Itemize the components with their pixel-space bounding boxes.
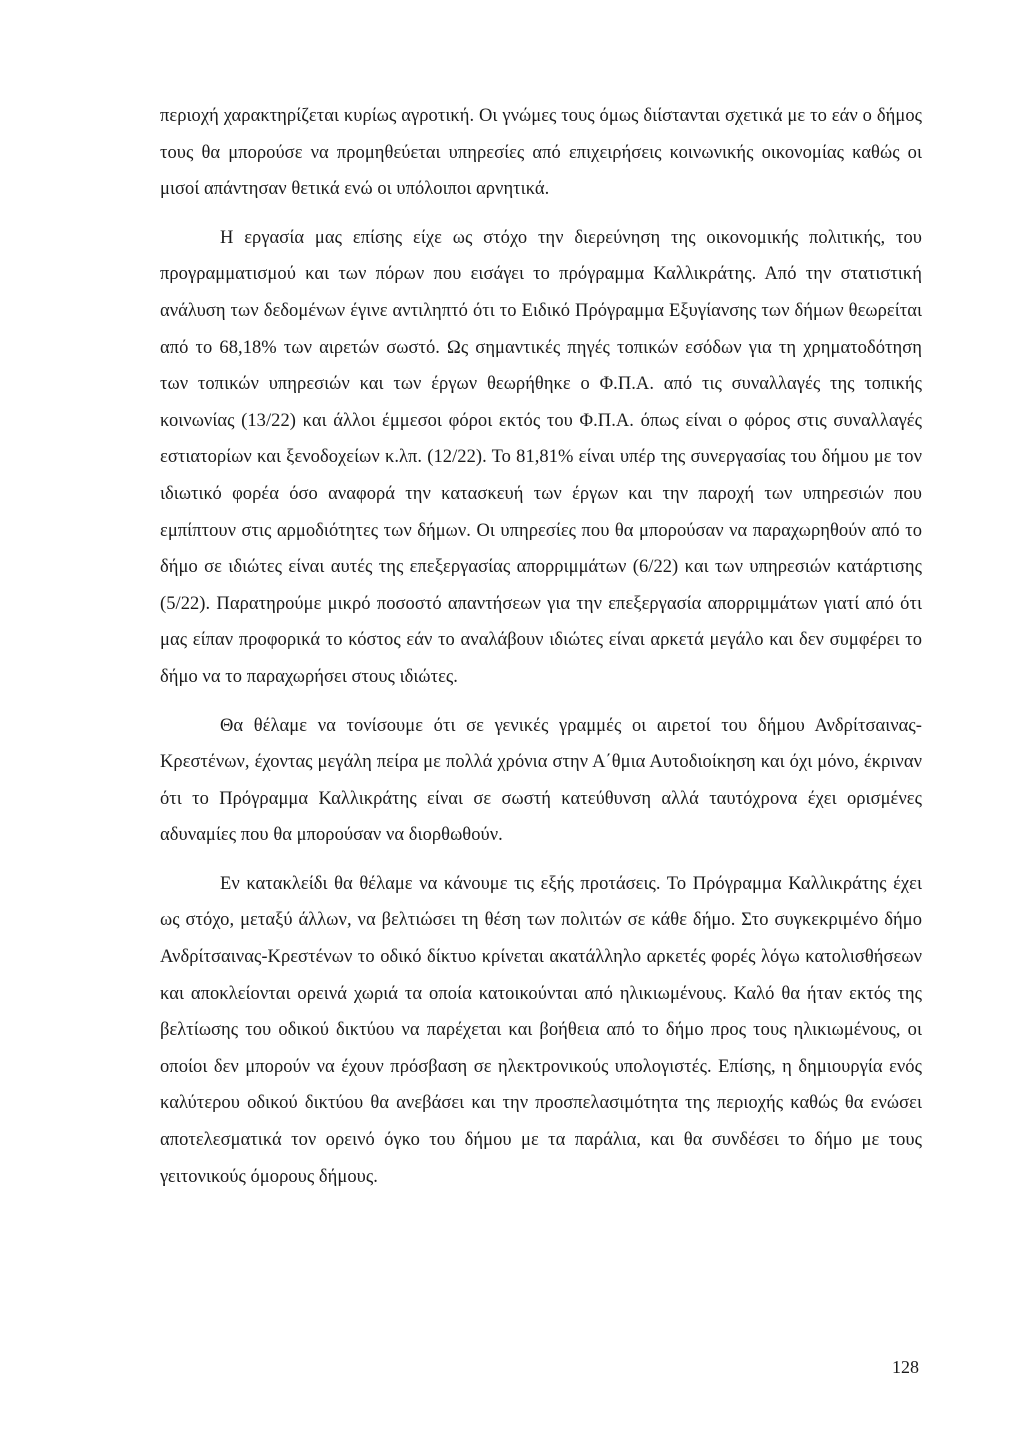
page-number: 128 [892, 1357, 919, 1377]
document-body [160, 98, 922, 1195]
paragraph-2: Η εργασία μας επίσης είχε ως στόχο την διερεύνηση της οικονομικής πολιτικής, του προγραμματισμού και των πόρων που εισάγει το πρόγραμμα Καλλικράτης. Από την στατιστική ανάλυση των δεδομένων έγινε αντιληπτό ότι το Ειδικό Πρόγραμμα Εξυγίανσης των δήμων θεωρείται από το 68,18% των αιρετών σωστό. Ως σημαντικές πηγές τοπικών εσόδων για τη χρηματοδότηση των τοπικών υπηρεσιών και των έργων θεωρήθηκε ο Φ.Π.Α. από τις συναλλαγές της τοπικής κοινωνίας (13/22) και άλλοι έμμεσοι φόροι εκτός του Φ.Π.Α. όπως είναι ο φόρος στις συναλλαγές εστιατορίων και ξενοδοχείων κ.λπ. (12/22). Το 81,81% είναι υπέρ της συνεργασίας του δήμου με τον ιδιωτικό φορέα όσο αναφορά την κατασκευή των έργων και την παροχή των υπηρεσιών που εμπίπτουν στις αρμοδιότητες των δήμων. Οι υπηρεσίες που θα μπορούσαν να παραχωρηθούν από το δήμο σε ιδιώτες είναι αυτές της επεξεργασίας απορριμμάτων (6/22) και των υπηρεσιών κατάρτισης (5/22). Παρατηρούμε μικρό ποσοστό απαντήσεων για την επεξεργασία απορριμμάτων γιατί από ότι μας είπαν προφορικά το κόστος εάν το αναλάβουν ιδιώτες είναι αρκετά μεγάλο και δεν συμφέρει το δήμο να το παραχωρήσει στους ιδιώτες. [160, 227, 922, 687]
paragraph-4: Εν κατακλείδι θα θέλαμε να κάνουμε τις εξής προτάσεις. Το Πρόγραμμα Καλλικράτης έχει ως στόχο, μεταξύ άλλων, να βελτιώσει τη θέση των πολιτών σε κάθε δήμο. Στο συγκεκριμένο δήμο Ανδρίτσαινας-Κρεστένων το οδικό δίκτυο κρίνεται ακατάλληλο αρκετές φορές λόγω κατολισθήσεων και αποκλείονται ορεινά χωριά τα οποία κατοικούνται από ηλικιωμένους. Καλό θα ήταν εκτός της βελτίωσης του οδικού δικτύου να παρέχεται και βοήθεια από το δήμο προς τους ηλικιωμένους, οι οποίοι δεν μπορούν να έχουν πρόσβαση σε ηλεκτρονικούς υπολογιστές. Επίσης, η δημιουργία ενός καλύτερου οδικού δικτύου θα ανεβάσει και την προσπελασιμότητα της περιοχής καθώς θα ενώσει αποτελεσματικά τον ορεινό όγκο του δήμου με τα παράλια, και θα συνδέσει το δήμο με τους γειτονικούς όμορους δήμους. [160, 873, 922, 1187]
paragraph-3: Θα θέλαμε να τονίσουμε ότι σε γενικές γραμμές οι αιρετοί του δήμου Ανδρίτσαινας-Κρεστένων, έχοντας μεγάλη πείρα με πολλά χρόνια στην Α΄θμια Αυτοδιοίκηση και όχι μόνο, έκριναν ότι το Πρόγραμμα Καλλικράτης είναι σε σωστή κατεύθυνση αλλά ταυτόχρονα έχει ορισμένες αδυναμίες που θα μπορούσαν να διορθωθούν. [160, 715, 922, 846]
paragraph-1: περιοχή χαρακτηρίζεται κυρίως αγροτική. Οι γνώμες τους όμως διίστανται σχετικά με το εάν ο δήμος τους θα μπορούσε να προμηθεύεται υπηρεσίες από επιχειρήσεις κοινωνικής οικονομίας καθώς οι μισοί απάντησαν θετικά ενώ οι υπόλοιποι αρνητικά. [160, 106, 922, 200]
